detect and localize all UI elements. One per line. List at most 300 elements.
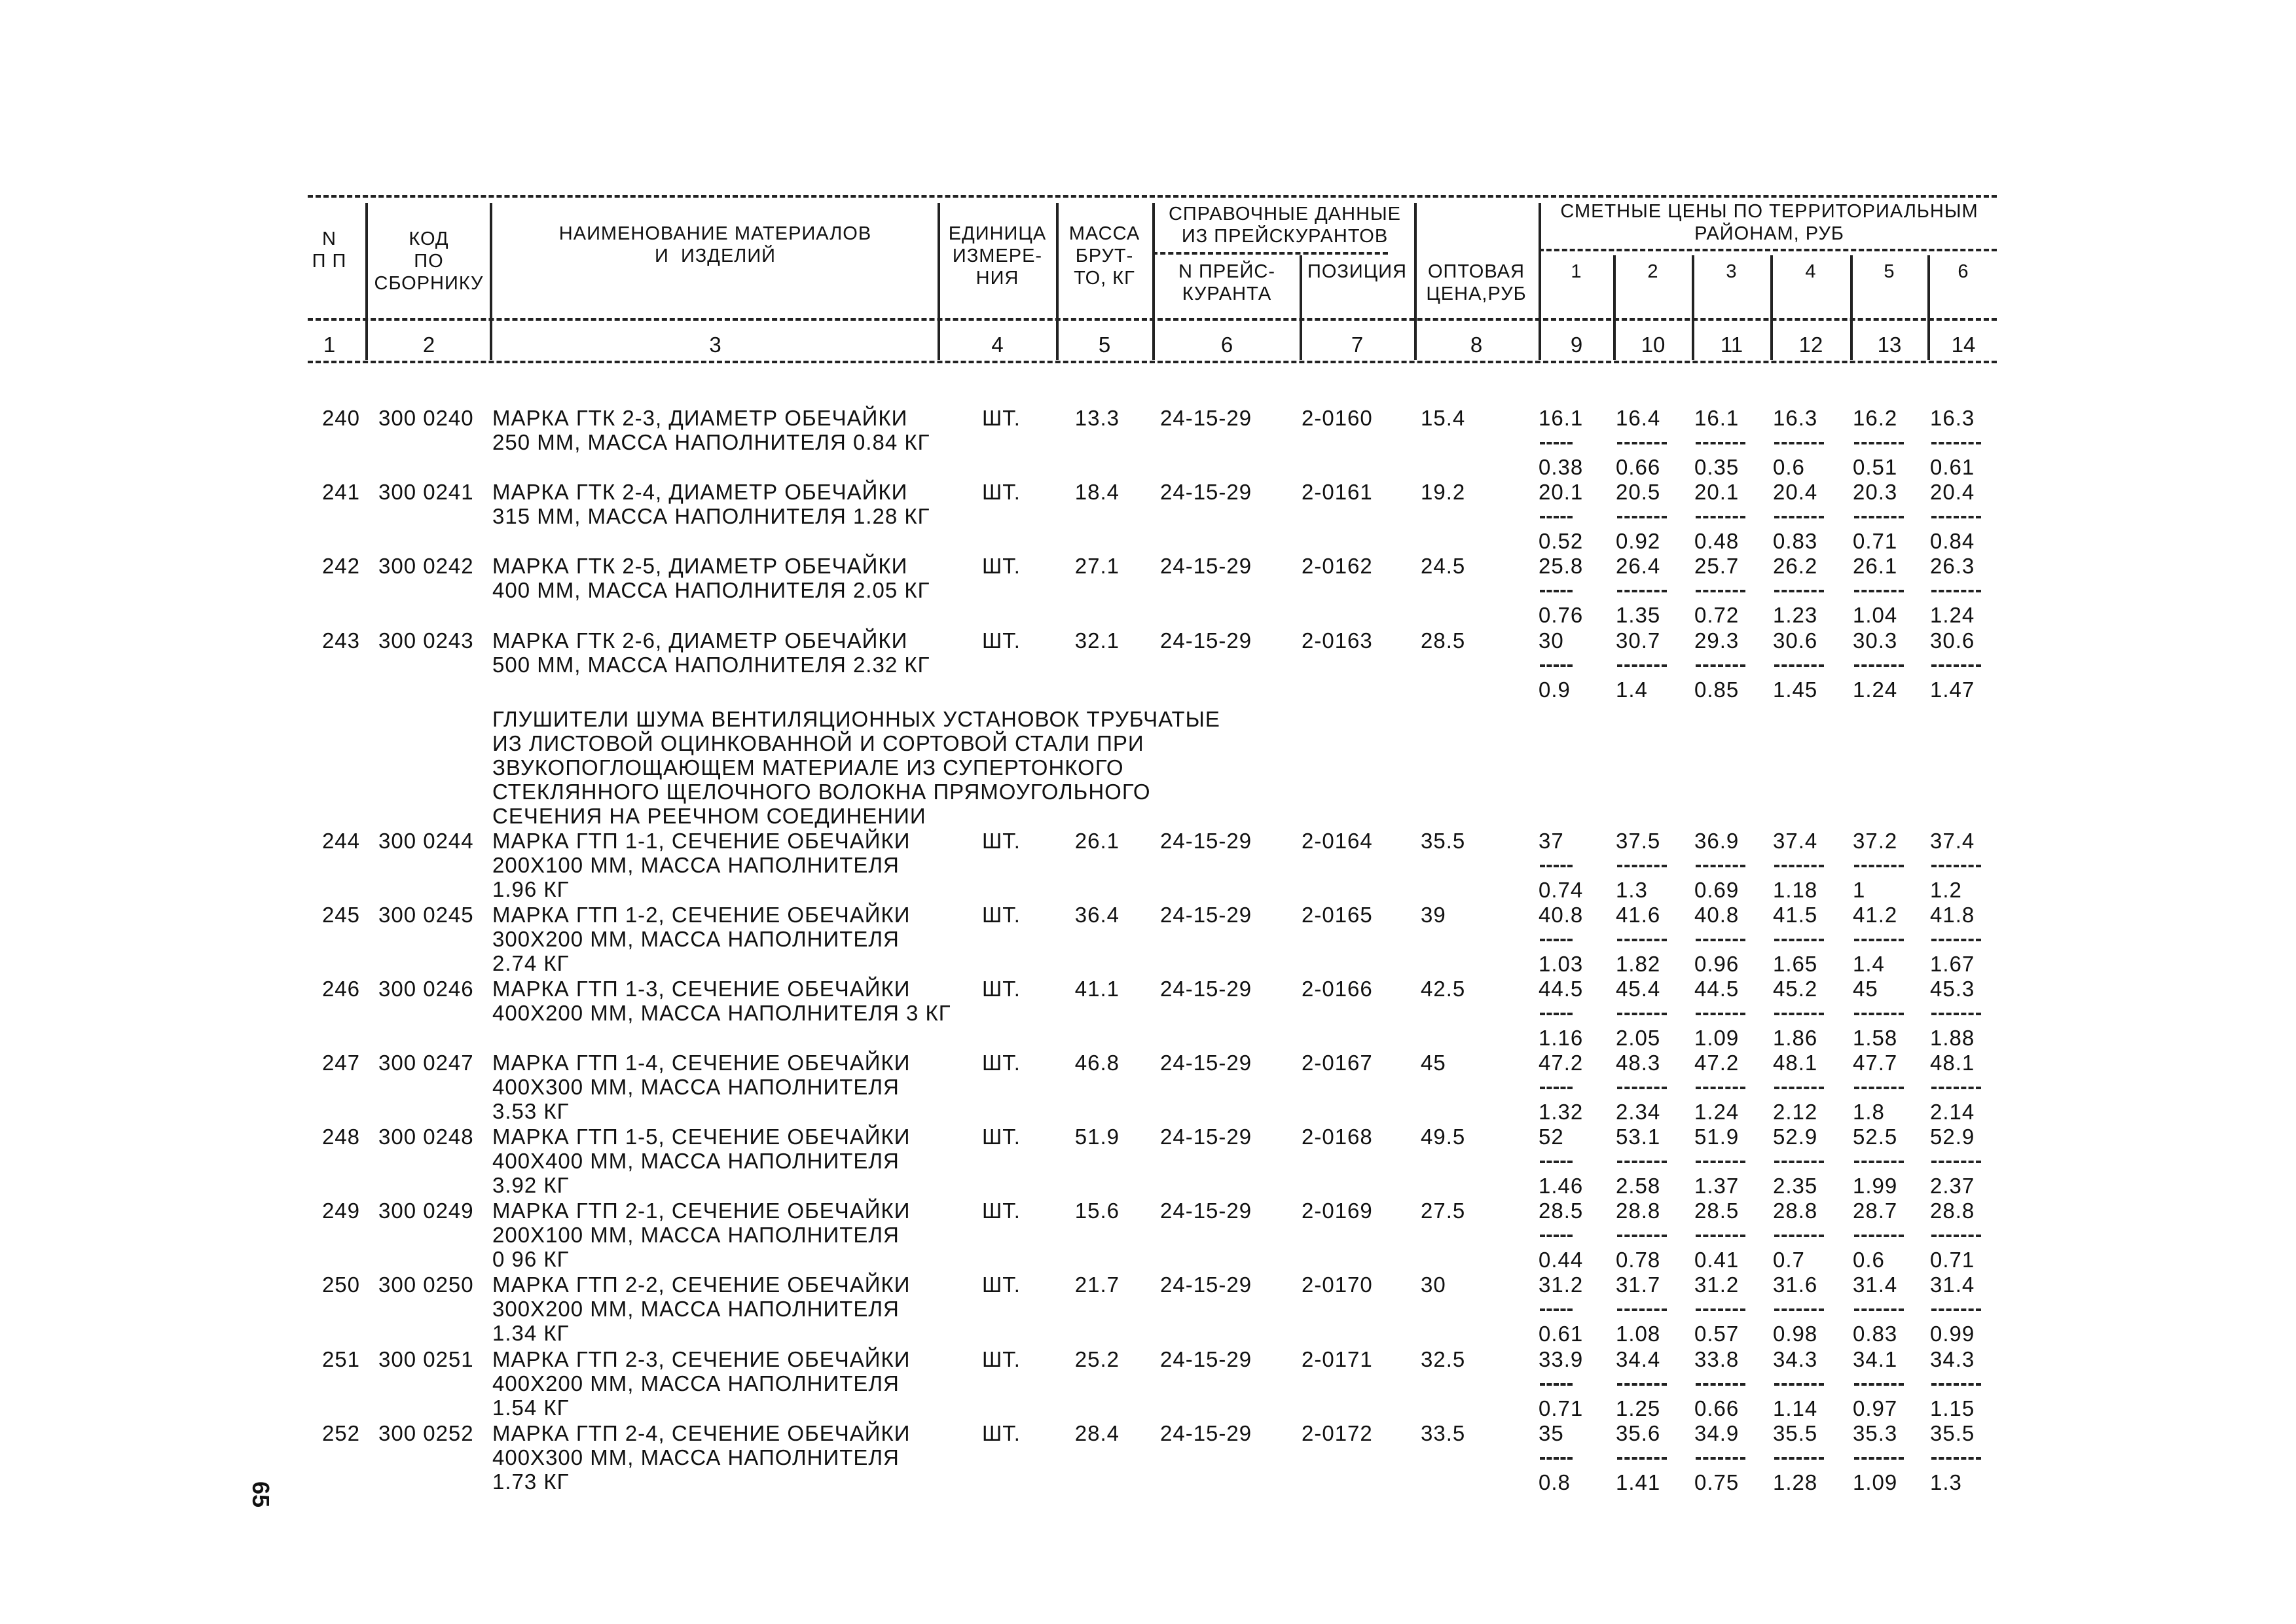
row-price: 28.8 <box>1616 1199 1661 1223</box>
row-price: 33.9 <box>1539 1347 1584 1371</box>
row-subprice: 0.41 <box>1694 1248 1740 1272</box>
row-price: 41.8 <box>1930 903 1975 927</box>
row-subprice: 1 <box>1853 878 1866 902</box>
price-divider <box>1696 1013 1745 1015</box>
row-name-line: МАРКА ГТП 1-1, СЕЧЕНИЕ ОБЕЧАЙКИ <box>492 829 911 853</box>
header-vsep <box>1152 203 1155 360</box>
price-divider <box>1931 590 1981 592</box>
row-price: 28.8 <box>1930 1199 1975 1223</box>
row-price: 37.2 <box>1853 829 1898 853</box>
price-divider <box>1617 939 1667 941</box>
row-price: 52.9 <box>1773 1125 1818 1149</box>
row-mass: 27.1 <box>1074 554 1120 578</box>
price-divider <box>1617 1235 1667 1237</box>
price-divider <box>1931 516 1981 518</box>
price-divider <box>1540 664 1573 667</box>
row-price: 28.8 <box>1773 1199 1818 1223</box>
row-name-line: МАРКА ГТП 2-2, СЕЧЕНИЕ ОБЕЧАЙКИ <box>492 1272 911 1297</box>
row-subprice: 0.71 <box>1853 529 1898 553</box>
row-price: 41.6 <box>1616 903 1661 927</box>
row-code: 300 0247 <box>378 1051 474 1075</box>
row-subprice: 0.74 <box>1539 878 1584 902</box>
row-name-line: 3.53 КГ <box>492 1099 570 1123</box>
colnum: 13 <box>1877 333 1902 357</box>
row-price: 20.4 <box>1930 480 1975 504</box>
price-divider <box>1540 1457 1573 1460</box>
price-divider <box>1774 442 1824 444</box>
price-divider <box>1540 939 1573 941</box>
row-code: 300 0251 <box>378 1347 474 1371</box>
row-subprice: 0.99 <box>1930 1322 1975 1346</box>
row-price-list: 24-15-29 <box>1160 406 1252 430</box>
row-subprice: 0.38 <box>1539 455 1584 479</box>
header-col-number: N П П <box>312 228 347 272</box>
row-subprice: 1.24 <box>1930 603 1975 627</box>
row-name-line: МАРКА ГТК 2-4, ДИАМЕТР ОБЕЧАЙКИ <box>492 480 908 504</box>
price-divider <box>1540 1161 1573 1163</box>
header-top-rule <box>308 195 1997 198</box>
row-subprice: 1.03 <box>1539 952 1584 976</box>
row-subprice: 0.6 <box>1773 455 1805 479</box>
row-subprice: 1.86 <box>1773 1026 1818 1050</box>
row-subprice: 1.4 <box>1616 677 1648 702</box>
price-divider <box>1696 865 1745 867</box>
row-mass: 41.1 <box>1074 977 1120 1001</box>
row-subprice: 1.3 <box>1616 878 1648 902</box>
row-unit: ШТ. <box>982 1199 1021 1223</box>
row-price: 41.2 <box>1853 903 1898 927</box>
colnum: 7 <box>1351 333 1364 357</box>
price-divider <box>1696 939 1745 941</box>
row-price: 16.1 <box>1694 406 1740 430</box>
row-subprice: 2.34 <box>1616 1100 1661 1124</box>
price-divider <box>1854 1383 1904 1386</box>
row-subprice: 2.14 <box>1930 1100 1975 1124</box>
price-divider <box>1854 939 1904 941</box>
row-wholesale: 39 <box>1421 903 1446 927</box>
row-subprice: 0.61 <box>1539 1322 1584 1346</box>
price-divider <box>1774 1087 1824 1089</box>
row-subprice: 1.82 <box>1616 952 1661 976</box>
row-name-line: МАРКА ГТП 1-5, СЕЧЕНИЕ ОБЕЧАЙКИ <box>492 1125 911 1149</box>
price-divider <box>1617 590 1667 592</box>
row-mass: 15.6 <box>1074 1199 1120 1223</box>
row-subprice: 0.98 <box>1773 1322 1818 1346</box>
row-price: 28.5 <box>1694 1199 1740 1223</box>
row-price-list: 24-15-29 <box>1160 1199 1252 1223</box>
row-subprice: 1.32 <box>1539 1100 1584 1124</box>
row-number: 248 <box>321 1125 360 1149</box>
price-divider <box>1540 1383 1573 1386</box>
row-subprice: 0.85 <box>1694 677 1740 702</box>
row-subprice: 0.51 <box>1853 455 1898 479</box>
row-wholesale: 35.5 <box>1421 829 1466 853</box>
price-divider <box>1696 664 1745 667</box>
row-price: 30.6 <box>1773 628 1818 653</box>
row-subprice: 0.96 <box>1694 952 1740 976</box>
row-subprice: 1.35 <box>1616 603 1661 627</box>
row-subprice: 0.8 <box>1539 1470 1571 1494</box>
row-subprice: 1.04 <box>1853 603 1898 627</box>
row-subprice: 0.44 <box>1539 1248 1584 1272</box>
row-subprice: 0.66 <box>1616 455 1661 479</box>
row-name-line: МАРКА ГТП 2-4, СЕЧЕНИЕ ОБЕЧАЙКИ <box>492 1421 911 1445</box>
row-subprice: 0.69 <box>1694 878 1740 902</box>
row-unit: ШТ. <box>982 554 1021 578</box>
row-subprice: 1.09 <box>1853 1470 1898 1494</box>
header-col-code: КОД ПО СБОРНИКУ <box>374 228 484 294</box>
row-name-line: 250 ММ, МАССА НАПОЛНИТЕЛЯ 0.84 КГ <box>492 430 930 454</box>
row-subprice: 0.61 <box>1930 455 1975 479</box>
row-price: 20.4 <box>1773 480 1818 504</box>
row-number: 250 <box>321 1272 360 1297</box>
row-position: 2-0168 <box>1302 1125 1373 1149</box>
row-price: 30 <box>1539 628 1564 653</box>
price-divider <box>1696 1383 1745 1386</box>
colnum: 3 <box>709 333 721 357</box>
row-name-line: 400X300 ММ, МАССА НАПОЛНИТЕЛЯ <box>492 1445 900 1470</box>
row-price: 40.8 <box>1694 903 1740 927</box>
price-divider <box>1854 516 1904 518</box>
row-wholesale: 33.5 <box>1421 1421 1466 1445</box>
row-name-line: 500 ММ, МАССА НАПОЛНИТЕЛЯ 2.32 КГ <box>492 653 930 677</box>
row-number: 241 <box>321 480 360 504</box>
row-number: 246 <box>321 977 360 1001</box>
row-unit: ШТ. <box>982 406 1021 430</box>
price-divider <box>1931 1161 1981 1163</box>
row-subprice: 0.48 <box>1694 529 1740 553</box>
row-name-line: 400X300 ММ, МАССА НАПОЛНИТЕЛЯ <box>492 1075 900 1099</box>
row-price-list: 24-15-29 <box>1160 977 1252 1001</box>
row-subprice: 1.14 <box>1773 1396 1818 1420</box>
row-mass: 25.2 <box>1074 1347 1120 1371</box>
row-subprice: 0.78 <box>1616 1248 1661 1272</box>
row-name-line: 400X400 ММ, МАССА НАПОЛНИТЕЛЯ <box>492 1149 900 1173</box>
row-price: 31.4 <box>1930 1272 1975 1297</box>
header-col-unit: ЕДИНИЦА ИЗМЕРЕ- НИЯ <box>948 223 1047 289</box>
price-divider <box>1540 1308 1573 1311</box>
row-name-line: 400X200 ММ, МАССА НАПОЛНИТЕЛЯ 3 КГ <box>492 1001 951 1025</box>
row-position: 2-0165 <box>1302 903 1373 927</box>
row-position: 2-0163 <box>1302 628 1373 653</box>
section-heading-line: ГЛУШИТЕЛИ ШУМА ВЕНТИЛЯЦИОННЫХ УСТАНОВОК ТРУБЧАТЫЕ <box>492 707 1220 731</box>
row-price-list: 24-15-29 <box>1160 1421 1252 1445</box>
header-group-prices: СМЕТНЫЕ ЦЕНЫ ПО ТЕРРИТОРИАЛЬНЫМ РАЙОНАМ, РУБ <box>1560 201 1978 244</box>
row-subprice: 2.05 <box>1616 1026 1661 1050</box>
row-price: 53.1 <box>1616 1125 1661 1149</box>
header-col-mass: МАССА БРУТ- ТО, КГ <box>1068 223 1140 289</box>
row-price: 28.5 <box>1539 1199 1584 1223</box>
row-price: 45.2 <box>1773 977 1818 1001</box>
row-price: 31.2 <box>1539 1272 1584 1297</box>
price-divider <box>1854 664 1904 667</box>
row-subprice: 1.99 <box>1853 1174 1898 1198</box>
price-divider <box>1931 664 1981 667</box>
row-code: 300 0252 <box>378 1421 474 1445</box>
row-code: 300 0250 <box>378 1272 474 1297</box>
row-price: 30.6 <box>1930 628 1975 653</box>
row-price: 45.4 <box>1616 977 1661 1001</box>
row-unit: ШТ. <box>982 1421 1021 1445</box>
price-divider <box>1854 1235 1904 1237</box>
row-position: 2-0160 <box>1302 406 1373 430</box>
price-divider <box>1617 516 1667 518</box>
row-subprice: 2.12 <box>1773 1100 1818 1124</box>
row-position: 2-0169 <box>1302 1199 1373 1223</box>
row-name-line: 400 ММ, МАССА НАПОЛНИТЕЛЯ 2.05 КГ <box>492 578 930 602</box>
row-code: 300 0241 <box>378 480 474 504</box>
row-price: 37 <box>1539 829 1564 853</box>
row-name-line: 315 ММ, МАССА НАПОЛНИТЕЛЯ 1.28 КГ <box>492 504 930 528</box>
header-col-position: ПОЗИЦИЯ <box>1307 261 1407 282</box>
row-name-line: 300X200 ММ, МАССА НАПОЛНИТЕЛЯ <box>492 927 900 951</box>
price-divider <box>1931 442 1981 444</box>
page-number: 65 <box>247 1481 275 1508</box>
price-divider <box>1774 939 1824 941</box>
row-code: 300 0240 <box>378 406 474 430</box>
row-name-line: 1.54 КГ <box>492 1396 570 1420</box>
row-subprice: 1.8 <box>1853 1100 1885 1124</box>
row-price-list: 24-15-29 <box>1160 829 1252 853</box>
row-price: 34.9 <box>1694 1421 1740 1445</box>
colnum: 4 <box>991 333 1004 357</box>
row-name-line: МАРКА ГТП 2-1, СЕЧЕНИЕ ОБЕЧАЙКИ <box>492 1199 911 1223</box>
row-price: 52.9 <box>1930 1125 1975 1149</box>
row-subprice: 1.37 <box>1694 1174 1740 1198</box>
row-price: 48.1 <box>1773 1051 1818 1075</box>
row-subprice: 1.2 <box>1930 878 1962 902</box>
header-bottom-rule <box>308 361 1997 363</box>
row-subprice: 0.92 <box>1616 529 1661 553</box>
row-position: 2-0172 <box>1302 1421 1373 1445</box>
price-divider <box>1774 516 1824 518</box>
row-position: 2-0170 <box>1302 1272 1373 1297</box>
header-region-6: 6 <box>1958 261 1969 282</box>
row-number: 251 <box>321 1347 360 1371</box>
row-subprice: 1.24 <box>1853 677 1898 702</box>
price-divider <box>1854 590 1904 592</box>
row-subprice: 0.83 <box>1853 1322 1898 1346</box>
row-mass: 26.1 <box>1074 829 1120 853</box>
price-divider <box>1854 865 1904 867</box>
row-subprice: 0.76 <box>1539 603 1584 627</box>
row-price: 30.3 <box>1853 628 1898 653</box>
row-price: 45 <box>1853 977 1878 1001</box>
row-subprice: 1.24 <box>1694 1100 1740 1124</box>
header-region-2: 2 <box>1647 261 1659 282</box>
section-heading-line: СТЕКЛЯННОГО ЩЕЛОЧНОГО ВОЛОКНА ПРЯМОУГОЛЬНОГО <box>492 780 1151 804</box>
row-name-line: 2.74 КГ <box>492 951 570 975</box>
price-divider <box>1774 1308 1824 1311</box>
row-price-list: 24-15-29 <box>1160 1051 1252 1075</box>
row-subprice: 1.65 <box>1773 952 1818 976</box>
row-name-line: МАРКА ГТП 1-2, СЕЧЕНИЕ ОБЕЧАЙКИ <box>492 903 911 927</box>
row-subprice: 2.37 <box>1930 1174 1975 1198</box>
price-divider <box>1617 1457 1667 1460</box>
header-region-1: 1 <box>1571 261 1582 282</box>
price-divider <box>1774 1235 1824 1237</box>
row-number: 240 <box>321 406 360 430</box>
header-col-price-list: N ПРЕЙС- КУРАНТА <box>1178 261 1275 304</box>
row-subprice: 0.97 <box>1853 1396 1898 1420</box>
row-unit: ШТ. <box>982 903 1021 927</box>
row-price: 29.3 <box>1694 628 1740 653</box>
row-price: 40.8 <box>1539 903 1584 927</box>
row-mass: 21.7 <box>1074 1272 1120 1297</box>
row-name-line: МАРКА ГТК 2-6, ДИАМЕТР ОБЕЧАЙКИ <box>492 628 908 653</box>
row-price: 25.7 <box>1694 554 1740 578</box>
price-divider <box>1774 1383 1824 1386</box>
row-price-list: 24-15-29 <box>1160 1272 1252 1297</box>
row-price: 35.3 <box>1853 1421 1898 1445</box>
row-unit: ШТ. <box>982 1272 1021 1297</box>
row-price: 26.4 <box>1616 554 1661 578</box>
row-number: 249 <box>321 1199 360 1223</box>
row-unit: ШТ. <box>982 1347 1021 1371</box>
price-divider <box>1854 1457 1904 1460</box>
row-price-list: 24-15-29 <box>1160 480 1252 504</box>
row-price-list: 24-15-29 <box>1160 1125 1252 1149</box>
price-divider <box>1854 1087 1904 1089</box>
row-price: 26.1 <box>1853 554 1898 578</box>
row-number: 252 <box>321 1421 360 1445</box>
colnum: 14 <box>1951 333 1976 357</box>
price-divider <box>1854 1013 1904 1015</box>
row-subprice: 1.46 <box>1539 1174 1584 1198</box>
row-price: 34.4 <box>1616 1347 1661 1371</box>
row-price: 20.5 <box>1616 480 1661 504</box>
row-price: 30.7 <box>1616 628 1661 653</box>
price-divider <box>1931 1235 1981 1237</box>
row-mass: 46.8 <box>1074 1051 1120 1075</box>
row-subprice: 1.67 <box>1930 952 1975 976</box>
row-subprice: 0.71 <box>1539 1396 1584 1420</box>
row-price: 47.7 <box>1853 1051 1898 1075</box>
row-wholesale: 19.2 <box>1421 480 1466 504</box>
row-price-list: 24-15-29 <box>1160 554 1252 578</box>
row-price: 37.5 <box>1616 829 1661 853</box>
colnum: 8 <box>1470 333 1483 357</box>
row-price: 34.3 <box>1773 1347 1818 1371</box>
row-subprice: 1.4 <box>1853 952 1885 976</box>
row-unit: ШТ. <box>982 628 1021 653</box>
row-name-line: 400X200 ММ, МАССА НАПОЛНИТЕЛЯ <box>492 1371 900 1396</box>
row-code: 300 0246 <box>378 977 474 1001</box>
row-wholesale: 24.5 <box>1421 554 1466 578</box>
colnum: 6 <box>1220 333 1233 357</box>
price-divider <box>1617 1087 1667 1089</box>
price-divider <box>1540 590 1573 592</box>
colnum: 5 <box>1098 333 1111 357</box>
ref-group-rule <box>1152 252 1388 255</box>
row-subprice: 1.47 <box>1930 677 1975 702</box>
row-price: 26.2 <box>1773 554 1818 578</box>
row-mass: 28.4 <box>1074 1421 1120 1445</box>
row-price: 31.6 <box>1773 1272 1818 1297</box>
price-divider <box>1540 1087 1573 1089</box>
row-name-line: 1.96 КГ <box>492 877 570 901</box>
row-position: 2-0161 <box>1302 480 1373 504</box>
price-divider <box>1540 1013 1573 1015</box>
row-code: 300 0242 <box>378 554 474 578</box>
price-divider <box>1617 1161 1667 1163</box>
row-price: 52.5 <box>1853 1125 1898 1149</box>
row-price: 48.3 <box>1616 1051 1661 1075</box>
price-divider <box>1540 1235 1573 1237</box>
row-price: 34.1 <box>1853 1347 1898 1371</box>
row-wholesale: 27.5 <box>1421 1199 1466 1223</box>
price-divider <box>1774 865 1824 867</box>
price-divider <box>1696 516 1745 518</box>
row-price: 20.1 <box>1694 480 1740 504</box>
row-price: 47.2 <box>1539 1051 1584 1075</box>
row-subprice: 1.88 <box>1930 1026 1975 1050</box>
row-price: 36.9 <box>1694 829 1740 853</box>
row-name-line: 1.73 КГ <box>492 1470 570 1494</box>
row-code: 300 0243 <box>378 628 474 653</box>
price-divider <box>1931 1087 1981 1089</box>
row-name-line: 200X100 ММ, МАССА НАПОЛНИТЕЛЯ <box>492 1223 900 1247</box>
price-divider <box>1931 865 1981 867</box>
row-price: 28.7 <box>1853 1199 1898 1223</box>
row-mass: 36.4 <box>1074 903 1120 927</box>
colnum: 10 <box>1641 333 1666 357</box>
row-code: 300 0245 <box>378 903 474 927</box>
colnum: 12 <box>1798 333 1823 357</box>
colnum: 1 <box>323 333 336 357</box>
row-name-line: 0 96 КГ <box>492 1247 570 1271</box>
header-col-name: НАИМЕНОВАНИЕ МАТЕРИАЛОВ И ИЗДЕЛИЙ <box>558 223 872 266</box>
colnum: 9 <box>1570 333 1583 357</box>
row-subprice: 2.58 <box>1616 1174 1661 1198</box>
row-subprice: 1.08 <box>1616 1322 1661 1346</box>
price-divider <box>1854 1308 1904 1311</box>
row-wholesale: 45 <box>1421 1051 1446 1075</box>
row-wholesale: 32.5 <box>1421 1347 1466 1371</box>
row-subprice: 0.72 <box>1694 603 1740 627</box>
row-price: 20.3 <box>1853 480 1898 504</box>
row-price: 26.3 <box>1930 554 1975 578</box>
row-price: 33.8 <box>1694 1347 1740 1371</box>
row-price: 16.3 <box>1930 406 1975 430</box>
price-divider <box>1774 1013 1824 1015</box>
row-wholesale: 28.5 <box>1421 628 1466 653</box>
row-position: 2-0162 <box>1302 554 1373 578</box>
row-name-line: 1.34 КГ <box>492 1321 570 1345</box>
row-mass: 13.3 <box>1074 406 1120 430</box>
row-subprice: 2.35 <box>1773 1174 1818 1198</box>
row-price: 37.4 <box>1773 829 1818 853</box>
price-divider <box>1931 1383 1981 1386</box>
price-divider <box>1696 1087 1745 1089</box>
row-unit: ШТ. <box>982 480 1021 504</box>
price-divider <box>1540 442 1573 444</box>
row-price: 52 <box>1539 1125 1564 1149</box>
row-subprice: 1.58 <box>1853 1026 1898 1050</box>
row-price: 35.5 <box>1773 1421 1818 1445</box>
header-vsep <box>490 203 492 360</box>
row-wholesale: 42.5 <box>1421 977 1466 1001</box>
row-unit: ШТ. <box>982 829 1021 853</box>
row-subprice: 0.83 <box>1773 529 1818 553</box>
row-unit: ШТ. <box>982 1051 1021 1075</box>
row-subprice: 1.23 <box>1773 603 1818 627</box>
header-region-4: 4 <box>1805 261 1817 282</box>
row-price: 45.3 <box>1930 977 1975 1001</box>
row-position: 2-0166 <box>1302 977 1373 1001</box>
row-number: 245 <box>321 903 360 927</box>
row-price-list: 24-15-29 <box>1160 628 1252 653</box>
